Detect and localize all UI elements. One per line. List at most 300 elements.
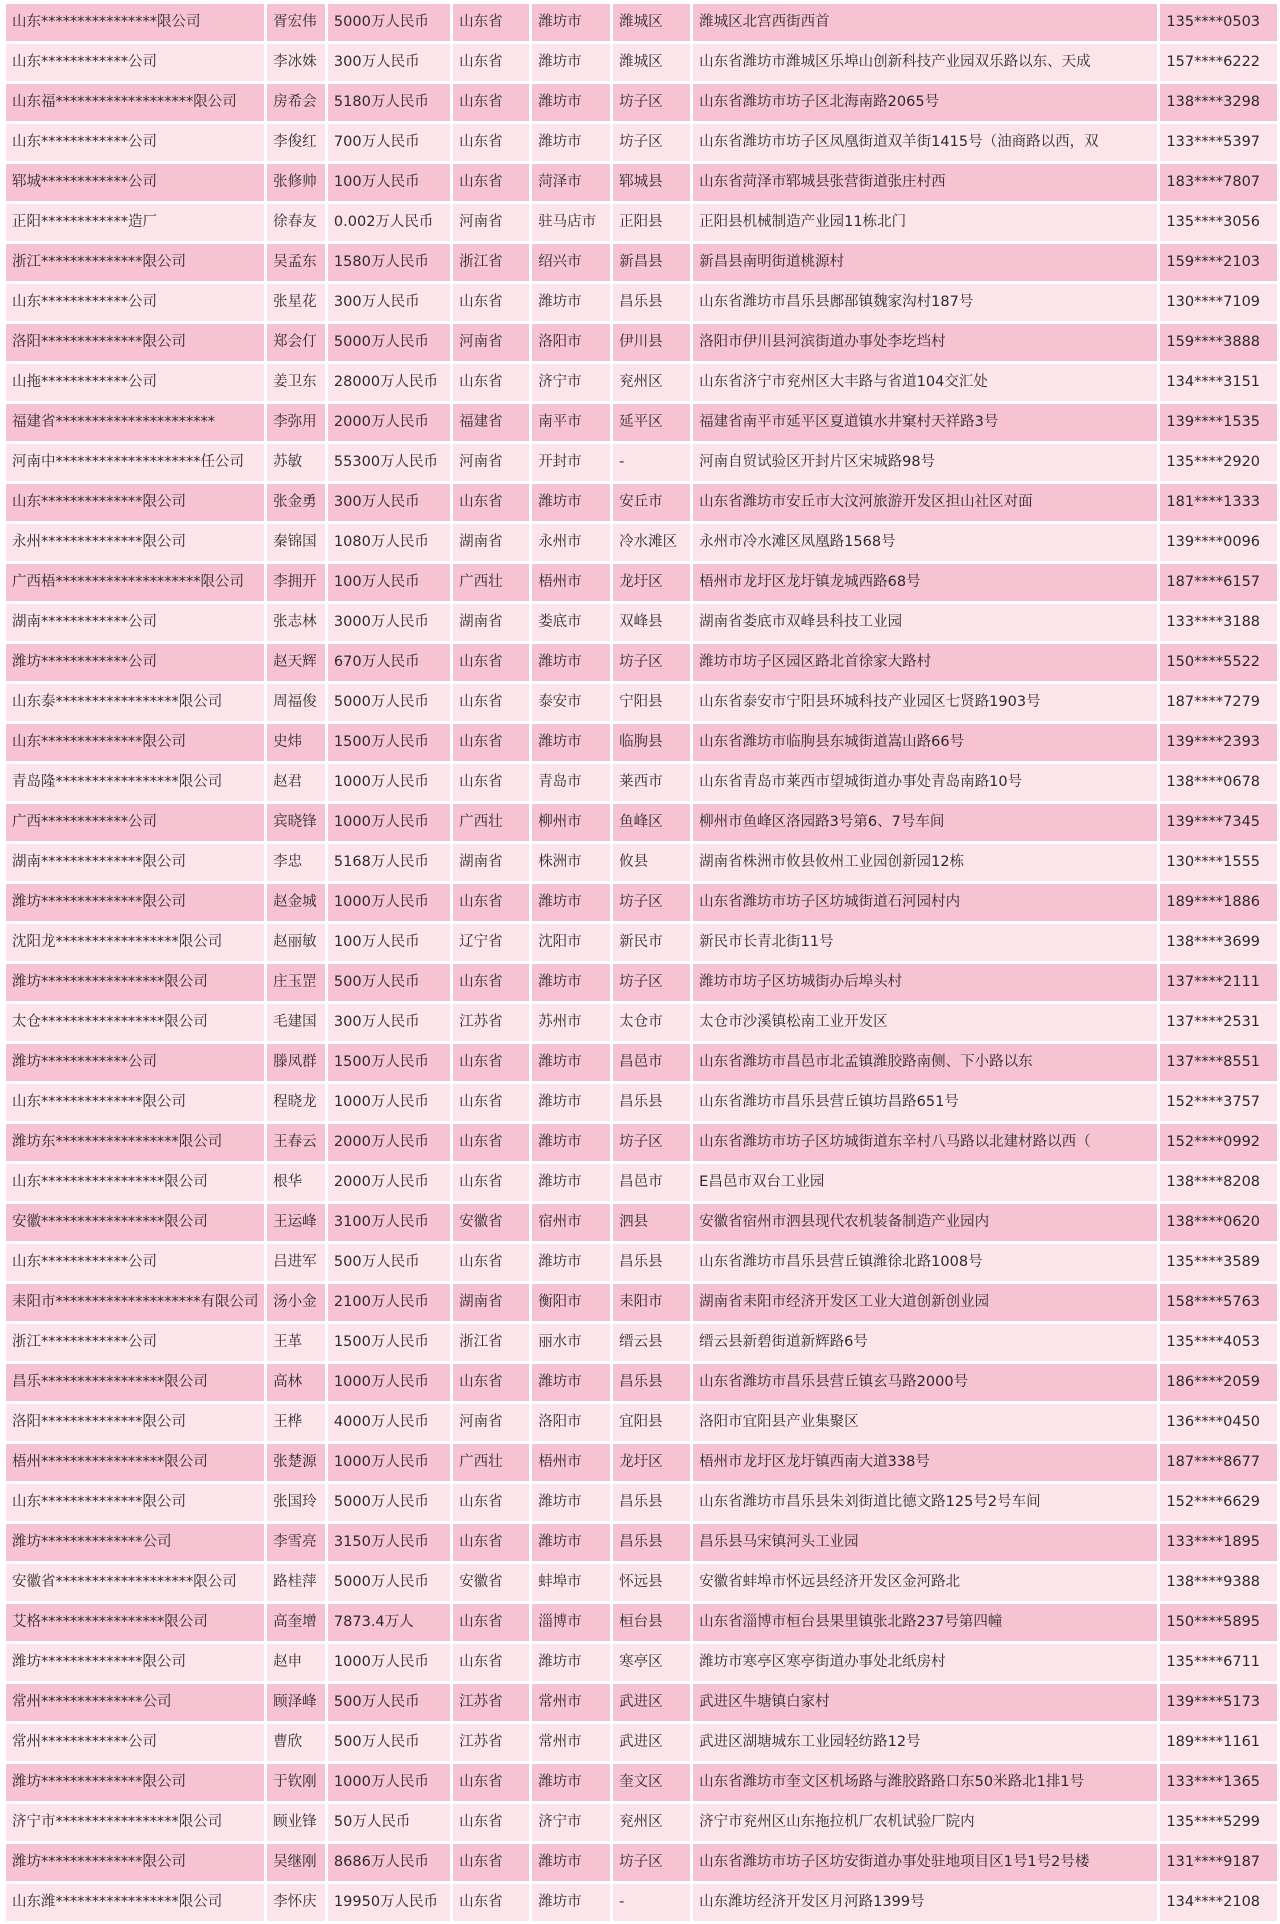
registered-capital-cell: 100万人民币 bbox=[328, 564, 450, 604]
registered-capital-cell: 500万人民币 bbox=[328, 1244, 450, 1284]
registered-capital-cell: 1000万人民币 bbox=[328, 1364, 450, 1404]
table-row bbox=[6, 324, 1277, 364]
city-cell: 洛阳市 bbox=[532, 324, 610, 364]
company-name-cell: 潍坊**************公司 bbox=[6, 1524, 264, 1564]
company-name-cell: 潍坊**************限公司 bbox=[6, 1644, 264, 1684]
city-cell: 菏泽市 bbox=[532, 164, 610, 204]
legal-person-cell: 高林 bbox=[267, 1364, 325, 1404]
phone-cell: 183****7807 bbox=[1160, 164, 1277, 204]
district-cell: 宜阳县 bbox=[613, 1404, 690, 1444]
table-row bbox=[6, 604, 1277, 644]
phone-cell: 187****6157 bbox=[1160, 564, 1277, 604]
registered-capital-cell: 1000万人民币 bbox=[328, 764, 450, 804]
legal-person-cell: 张修帅 bbox=[267, 164, 325, 204]
company-name-cell: 山东************公司 bbox=[6, 284, 264, 324]
table-row bbox=[6, 4, 1277, 44]
registered-capital-cell: 5000万人民币 bbox=[328, 1564, 450, 1604]
registered-capital-cell: 1000万人民币 bbox=[328, 1444, 450, 1484]
registered-capital-cell: 500万人民币 bbox=[328, 964, 450, 1004]
table-row bbox=[6, 644, 1277, 684]
address-cell: 潍坊市寒亭区寒亭街道办事处北纸房村 bbox=[693, 1644, 1157, 1684]
phone-cell: 159****3888 bbox=[1160, 324, 1277, 364]
phone-cell: 150****5522 bbox=[1160, 644, 1277, 684]
province-cell: 山东省 bbox=[453, 644, 529, 684]
address-cell: 福建省南平市延平区夏道镇水井窠村天祥路3号 bbox=[693, 404, 1157, 444]
address-cell: 缙云县新碧街道新辉路6号 bbox=[693, 1324, 1157, 1364]
table-row bbox=[6, 484, 1277, 524]
district-cell: 太仓市 bbox=[613, 1004, 690, 1044]
province-cell: 河南省 bbox=[453, 1404, 529, 1444]
city-cell: 潍坊市 bbox=[532, 1484, 610, 1524]
address-cell: 山东省潍坊市坊子区坊城街道石河园村内 bbox=[693, 884, 1157, 924]
district-cell: 昌乐县 bbox=[613, 1084, 690, 1124]
address-cell: 山东省潍坊市潍城区乐埠山创新科技产业园双乐路以东、天成 bbox=[693, 44, 1157, 84]
legal-person-cell: 胥宏伟 bbox=[267, 4, 325, 44]
city-cell: 潍坊市 bbox=[532, 1764, 610, 1804]
legal-person-cell: 姜卫东 bbox=[267, 364, 325, 404]
company-name-cell: 安徽*****************限公司 bbox=[6, 1204, 264, 1244]
district-cell: 坊子区 bbox=[613, 1844, 690, 1884]
registered-capital-cell: 3100万人民币 bbox=[328, 1204, 450, 1244]
address-cell: 柳州市鱼峰区洛园路3号第6、7号车间 bbox=[693, 804, 1157, 844]
city-cell: 潍坊市 bbox=[532, 884, 610, 924]
company-name-cell: 山东**************限公司 bbox=[6, 1484, 264, 1524]
district-cell: 宁阳县 bbox=[613, 684, 690, 724]
district-cell: 鱼峰区 bbox=[613, 804, 690, 844]
legal-person-cell: 汤小金 bbox=[267, 1284, 325, 1324]
phone-cell: 138****3699 bbox=[1160, 924, 1277, 964]
legal-person-cell: 李俊红 bbox=[267, 124, 325, 164]
legal-person-cell: 张国玲 bbox=[267, 1484, 325, 1524]
city-cell: 潍坊市 bbox=[532, 1164, 610, 1204]
legal-person-cell: 王桦 bbox=[267, 1404, 325, 1444]
address-cell: 湖南省耒阳市经济开发区工业大道创新创业园 bbox=[693, 1284, 1157, 1324]
province-cell: 湖南省 bbox=[453, 604, 529, 644]
legal-person-cell: 张志林 bbox=[267, 604, 325, 644]
district-cell: 坊子区 bbox=[613, 1124, 690, 1164]
district-cell: 昌乐县 bbox=[613, 1524, 690, 1564]
phone-cell: 157****6222 bbox=[1160, 44, 1277, 84]
legal-person-cell: 李弥用 bbox=[267, 404, 325, 444]
province-cell: 山东省 bbox=[453, 1644, 529, 1684]
phone-cell: 139****1535 bbox=[1160, 404, 1277, 444]
address-cell: 新昌县南明街道桃源村 bbox=[693, 244, 1157, 284]
company-name-cell: 山东**************限公司 bbox=[6, 484, 264, 524]
table-row bbox=[6, 1284, 1277, 1324]
province-cell: 山东省 bbox=[453, 84, 529, 124]
registered-capital-cell: 670万人民币 bbox=[328, 644, 450, 684]
legal-person-cell: 苏敏 bbox=[267, 444, 325, 484]
province-cell: 山东省 bbox=[453, 964, 529, 1004]
address-cell: 河南自贸试验区开封片区宋城路98号 bbox=[693, 444, 1157, 484]
phone-cell: 130****7109 bbox=[1160, 284, 1277, 324]
address-cell: 湖南省株洲市攸县攸州工业园创新园12栋 bbox=[693, 844, 1157, 884]
city-cell: 丽水市 bbox=[532, 1324, 610, 1364]
phone-cell: 139****7345 bbox=[1160, 804, 1277, 844]
phone-cell: 133****1895 bbox=[1160, 1524, 1277, 1564]
phone-cell: 139****0096 bbox=[1160, 524, 1277, 564]
registered-capital-cell: 500万人民币 bbox=[328, 1684, 450, 1724]
address-cell: 山东省潍坊市昌乐县营丘镇坊昌路651号 bbox=[693, 1084, 1157, 1124]
district-cell: 延平区 bbox=[613, 404, 690, 444]
province-cell: 广西壮 bbox=[453, 1444, 529, 1484]
city-cell: 潍坊市 bbox=[532, 644, 610, 684]
table-row bbox=[6, 1524, 1277, 1564]
registered-capital-cell: 100万人民币 bbox=[328, 164, 450, 204]
address-cell: 新民市长青北街11号 bbox=[693, 924, 1157, 964]
company-name-cell: 山东************公司 bbox=[6, 1244, 264, 1284]
phone-cell: 150****5895 bbox=[1160, 1604, 1277, 1644]
city-cell: 青岛市 bbox=[532, 764, 610, 804]
district-cell: 莱西市 bbox=[613, 764, 690, 804]
address-cell: 山东潍坊经济开发区月河路1399号 bbox=[693, 1884, 1157, 1924]
address-cell: 湖南省娄底市双峰县科技工业园 bbox=[693, 604, 1157, 644]
registered-capital-cell: 1500万人民币 bbox=[328, 1324, 450, 1364]
registered-capital-cell: 1080万人民币 bbox=[328, 524, 450, 564]
legal-person-cell: 吴继刚 bbox=[267, 1844, 325, 1884]
phone-cell: 152****3757 bbox=[1160, 1084, 1277, 1124]
city-cell: 潍坊市 bbox=[532, 964, 610, 1004]
company-name-cell: 昌乐*****************限公司 bbox=[6, 1364, 264, 1404]
city-cell: 济宁市 bbox=[532, 1804, 610, 1844]
company-name-cell: 山东潍*****************限公司 bbox=[6, 1884, 264, 1924]
address-cell: 山东省淄博市桓台县果里镇张北路237号第四幢 bbox=[693, 1604, 1157, 1644]
registered-capital-cell: 5000万人民币 bbox=[328, 4, 450, 44]
company-name-cell: 广西************公司 bbox=[6, 804, 264, 844]
registered-capital-cell: 7873.4万人 bbox=[328, 1604, 450, 1644]
company-name-cell: 湖南**************限公司 bbox=[6, 844, 264, 884]
company-name-cell: 永州**************限公司 bbox=[6, 524, 264, 564]
registered-capital-cell: 5000万人民币 bbox=[328, 684, 450, 724]
table-row bbox=[6, 1084, 1277, 1124]
address-cell: 山东省潍坊市昌乐县营丘镇玄马路2000号 bbox=[693, 1364, 1157, 1404]
city-cell: 潍坊市 bbox=[532, 1124, 610, 1164]
city-cell: 株洲市 bbox=[532, 844, 610, 884]
phone-cell: 189****1161 bbox=[1160, 1724, 1277, 1764]
province-cell: 山东省 bbox=[453, 1164, 529, 1204]
company-name-cell: 常州************公司 bbox=[6, 1724, 264, 1764]
legal-person-cell: 赵金城 bbox=[267, 884, 325, 924]
table-row bbox=[6, 1804, 1277, 1844]
city-cell: 潍坊市 bbox=[532, 1844, 610, 1884]
district-cell: 昌邑市 bbox=[613, 1164, 690, 1204]
table-row bbox=[6, 1444, 1277, 1484]
city-cell: 娄底市 bbox=[532, 604, 610, 644]
province-cell: 山东省 bbox=[453, 484, 529, 524]
district-cell: 怀远县 bbox=[613, 1564, 690, 1604]
city-cell: 苏州市 bbox=[532, 1004, 610, 1044]
phone-cell: 131****9187 bbox=[1160, 1844, 1277, 1884]
table-row bbox=[6, 1684, 1277, 1724]
phone-cell: 130****1555 bbox=[1160, 844, 1277, 884]
legal-person-cell: 王运峰 bbox=[267, 1204, 325, 1244]
district-cell: 郓城县 bbox=[613, 164, 690, 204]
district-cell: 攸县 bbox=[613, 844, 690, 884]
district-cell: 昌乐县 bbox=[613, 284, 690, 324]
district-cell: 泗县 bbox=[613, 1204, 690, 1244]
district-cell: 龙圩区 bbox=[613, 564, 690, 604]
table-row bbox=[6, 204, 1277, 244]
district-cell: 缙云县 bbox=[613, 1324, 690, 1364]
table-row bbox=[6, 1724, 1277, 1764]
city-cell: 潍坊市 bbox=[532, 1244, 610, 1284]
address-cell: 山东省潍坊市昌邑市北孟镇潍胶路南侧、下小路以东 bbox=[693, 1044, 1157, 1084]
company-table bbox=[3, 4, 1280, 1924]
phone-cell: 133****5397 bbox=[1160, 124, 1277, 164]
city-cell: 潍坊市 bbox=[532, 4, 610, 44]
table-row bbox=[6, 1004, 1277, 1044]
province-cell: 安徽省 bbox=[453, 1204, 529, 1244]
province-cell: 河南省 bbox=[453, 444, 529, 484]
address-cell: 山东省菏泽市郓城县张营街道张庄村西 bbox=[693, 164, 1157, 204]
company-name-cell: 洛阳**************限公司 bbox=[6, 1404, 264, 1444]
phone-cell: 134****2108 bbox=[1160, 1884, 1277, 1924]
city-cell: 潍坊市 bbox=[532, 1084, 610, 1124]
district-cell: 冷水滩区 bbox=[613, 524, 690, 564]
address-cell: 山东省青岛市莱西市望城街道办事处青岛南路10号 bbox=[693, 764, 1157, 804]
company-name-cell: 福建省********************** bbox=[6, 404, 264, 444]
company-name-cell: 湖南************公司 bbox=[6, 604, 264, 644]
address-cell: 安徽省蚌埠市怀远县经济开发区金河路北 bbox=[693, 1564, 1157, 1604]
table-row bbox=[6, 924, 1277, 964]
registered-capital-cell: 4000万人民币 bbox=[328, 1404, 450, 1444]
address-cell: 山东省潍坊市安丘市大汶河旅游开发区担山社区对面 bbox=[693, 484, 1157, 524]
company-table-body bbox=[6, 4, 1277, 1924]
phone-cell: 152****6629 bbox=[1160, 1484, 1277, 1524]
district-cell: 坊子区 bbox=[613, 644, 690, 684]
phone-cell: 139****2393 bbox=[1160, 724, 1277, 764]
company-name-cell: 潍坊************公司 bbox=[6, 644, 264, 684]
company-name-cell: 潍坊东*****************限公司 bbox=[6, 1124, 264, 1164]
table-row bbox=[6, 1764, 1277, 1804]
province-cell: 山东省 bbox=[453, 44, 529, 84]
province-cell: 山东省 bbox=[453, 1084, 529, 1124]
legal-person-cell: 李拥开 bbox=[267, 564, 325, 604]
legal-person-cell: 路桂萍 bbox=[267, 1564, 325, 1604]
company-name-cell: 耒阳市********************有限公司 bbox=[6, 1284, 264, 1324]
legal-person-cell: 赵丽敏 bbox=[267, 924, 325, 964]
registered-capital-cell: 700万人民币 bbox=[328, 124, 450, 164]
registered-capital-cell: 2000万人民币 bbox=[328, 404, 450, 444]
province-cell: 江苏省 bbox=[453, 1724, 529, 1764]
legal-person-cell: 周福俊 bbox=[267, 684, 325, 724]
registered-capital-cell: 300万人民币 bbox=[328, 484, 450, 524]
province-cell: 江苏省 bbox=[453, 1684, 529, 1724]
registered-capital-cell: 5000万人民币 bbox=[328, 324, 450, 364]
registered-capital-cell: 1500万人民币 bbox=[328, 724, 450, 764]
district-cell: 坊子区 bbox=[613, 964, 690, 1004]
registered-capital-cell: 50万人民币 bbox=[328, 1804, 450, 1844]
legal-person-cell: 张楚源 bbox=[267, 1444, 325, 1484]
phone-cell: 138****0678 bbox=[1160, 764, 1277, 804]
table-row bbox=[6, 1644, 1277, 1684]
legal-person-cell: 徐春友 bbox=[267, 204, 325, 244]
address-cell: 安徽省宿州市泗县现代农机装备制造产业园内 bbox=[693, 1204, 1157, 1244]
district-cell: 新民市 bbox=[613, 924, 690, 964]
company-name-cell: 济宁市*****************限公司 bbox=[6, 1804, 264, 1844]
company-name-cell: 山东************公司 bbox=[6, 44, 264, 84]
legal-person-cell: 顾业锋 bbox=[267, 1804, 325, 1844]
province-cell: 福建省 bbox=[453, 404, 529, 444]
district-cell: - bbox=[613, 1884, 690, 1924]
legal-person-cell: 王革 bbox=[267, 1324, 325, 1364]
registered-capital-cell: 55300万人民币 bbox=[328, 444, 450, 484]
table-row bbox=[6, 844, 1277, 884]
address-cell: 山东省潍坊市坊子区坊安街道办事处驻地项目区1号1号2号楼 bbox=[693, 1844, 1157, 1884]
table-row bbox=[6, 804, 1277, 844]
address-cell: 山东省泰安市宁阳县环城科技产业园区七贤路1903号 bbox=[693, 684, 1157, 724]
province-cell: 山东省 bbox=[453, 1244, 529, 1284]
district-cell: 昌邑市 bbox=[613, 1044, 690, 1084]
district-cell: 昌乐县 bbox=[613, 1364, 690, 1404]
table-row bbox=[6, 124, 1277, 164]
legal-person-cell: 根华 bbox=[267, 1164, 325, 1204]
company-name-cell: 郓城************公司 bbox=[6, 164, 264, 204]
legal-person-cell: 于钦刚 bbox=[267, 1764, 325, 1804]
phone-cell: 189****1886 bbox=[1160, 884, 1277, 924]
city-cell: 淄博市 bbox=[532, 1604, 610, 1644]
district-cell: 兖州区 bbox=[613, 364, 690, 404]
province-cell: 广西壮 bbox=[453, 564, 529, 604]
address-cell: 山东省潍坊市昌乐县营丘镇潍徐北路1008号 bbox=[693, 1244, 1157, 1284]
phone-cell: 137****2531 bbox=[1160, 1004, 1277, 1044]
company-name-cell: 潍坊**************限公司 bbox=[6, 1844, 264, 1884]
city-cell: 绍兴市 bbox=[532, 244, 610, 284]
legal-person-cell: 李雪亮 bbox=[267, 1524, 325, 1564]
city-cell: 潍坊市 bbox=[532, 284, 610, 324]
address-cell: 太仓市沙溪镇松南工业开发区 bbox=[693, 1004, 1157, 1044]
phone-cell: 135****5299 bbox=[1160, 1804, 1277, 1844]
district-cell: 安丘市 bbox=[613, 484, 690, 524]
phone-cell: 158****5763 bbox=[1160, 1284, 1277, 1324]
district-cell: 昌乐县 bbox=[613, 1244, 690, 1284]
phone-cell: 181****1333 bbox=[1160, 484, 1277, 524]
legal-person-cell: 吴孟东 bbox=[267, 244, 325, 284]
table-row bbox=[6, 284, 1277, 324]
address-cell: 山东省潍坊市坊子区凤凰街道双羊街1415号（油商路以西，双 bbox=[693, 124, 1157, 164]
table-row bbox=[6, 1164, 1277, 1204]
address-cell: 武进区牛塘镇白家村 bbox=[693, 1684, 1157, 1724]
city-cell: 柳州市 bbox=[532, 804, 610, 844]
city-cell: 潍坊市 bbox=[532, 1044, 610, 1084]
district-cell: 坊子区 bbox=[613, 124, 690, 164]
district-cell: 兖州区 bbox=[613, 1804, 690, 1844]
address-cell: 梧州市龙圩区龙圩镇西南大道338号 bbox=[693, 1444, 1157, 1484]
province-cell: 山东省 bbox=[453, 1884, 529, 1924]
company-name-cell: 河南中********************任公司 bbox=[6, 444, 264, 484]
city-cell: 蚌埠市 bbox=[532, 1564, 610, 1604]
company-name-cell: 潍坊*****************限公司 bbox=[6, 964, 264, 1004]
phone-cell: 139****5173 bbox=[1160, 1684, 1277, 1724]
phone-cell: 187****7279 bbox=[1160, 684, 1277, 724]
phone-cell: 138****3298 bbox=[1160, 84, 1277, 124]
company-name-cell: 潍坊**************限公司 bbox=[6, 884, 264, 924]
phone-cell: 135****3056 bbox=[1160, 204, 1277, 244]
district-cell: 双峰县 bbox=[613, 604, 690, 644]
table-row bbox=[6, 1124, 1277, 1164]
province-cell: 山东省 bbox=[453, 884, 529, 924]
legal-person-cell: 李忠 bbox=[267, 844, 325, 884]
table-row bbox=[6, 684, 1277, 724]
district-cell: 龙圩区 bbox=[613, 1444, 690, 1484]
city-cell: 潍坊市 bbox=[532, 1364, 610, 1404]
company-name-cell: 沈阳龙*****************限公司 bbox=[6, 924, 264, 964]
company-name-cell: 青岛隆*****************限公司 bbox=[6, 764, 264, 804]
city-cell: 泰安市 bbox=[532, 684, 610, 724]
province-cell: 河南省 bbox=[453, 324, 529, 364]
city-cell: 驻马店市 bbox=[532, 204, 610, 244]
district-cell: 坊子区 bbox=[613, 884, 690, 924]
province-cell: 浙江省 bbox=[453, 244, 529, 284]
province-cell: 山东省 bbox=[453, 1044, 529, 1084]
address-cell: 潍城区北宫西街西首 bbox=[693, 4, 1157, 44]
province-cell: 湖南省 bbox=[453, 1284, 529, 1324]
registered-capital-cell: 1000万人民币 bbox=[328, 804, 450, 844]
legal-person-cell: 毛建国 bbox=[267, 1004, 325, 1044]
address-cell: 山东省潍坊市奎文区机场路与潍胶路路口东50米路北1排1号 bbox=[693, 1764, 1157, 1804]
province-cell: 山东省 bbox=[453, 1804, 529, 1844]
district-cell: 昌乐县 bbox=[613, 1484, 690, 1524]
company-name-cell: 潍坊************公司 bbox=[6, 1044, 264, 1084]
city-cell: 开封市 bbox=[532, 444, 610, 484]
phone-cell: 135****4053 bbox=[1160, 1324, 1277, 1364]
registered-capital-cell: 300万人民币 bbox=[328, 284, 450, 324]
table-row bbox=[6, 164, 1277, 204]
registered-capital-cell: 1000万人民币 bbox=[328, 1764, 450, 1804]
legal-person-cell: 史炜 bbox=[267, 724, 325, 764]
registered-capital-cell: 300万人民币 bbox=[328, 44, 450, 84]
registered-capital-cell: 1580万人民币 bbox=[328, 244, 450, 284]
province-cell: 山东省 bbox=[453, 1844, 529, 1884]
province-cell: 辽宁省 bbox=[453, 924, 529, 964]
address-cell: 洛阳市伊川县河滨街道办事处李圪垱村 bbox=[693, 324, 1157, 364]
address-cell: 武进区湖塘城东工业园轻纺路12号 bbox=[693, 1724, 1157, 1764]
city-cell: 潍坊市 bbox=[532, 484, 610, 524]
phone-cell: 187****8677 bbox=[1160, 1444, 1277, 1484]
table-row bbox=[6, 1404, 1277, 1444]
province-cell: 山东省 bbox=[453, 724, 529, 764]
city-cell: 潍坊市 bbox=[532, 724, 610, 764]
table-row bbox=[6, 1324, 1277, 1364]
phone-cell: 152****0992 bbox=[1160, 1124, 1277, 1164]
district-cell: 桓台县 bbox=[613, 1604, 690, 1644]
registered-capital-cell: 8686万人民币 bbox=[328, 1844, 450, 1884]
table-row bbox=[6, 1884, 1277, 1924]
address-cell: 山东省潍坊市昌乐县鄌郚镇魏家沟村187号 bbox=[693, 284, 1157, 324]
legal-person-cell: 顾泽峰 bbox=[267, 1684, 325, 1724]
province-cell: 山东省 bbox=[453, 4, 529, 44]
company-name-cell: 安徽省*******************限公司 bbox=[6, 1564, 264, 1604]
registered-capital-cell: 300万人民币 bbox=[328, 1004, 450, 1044]
address-cell: 济宁市兖州区山东拖拉机厂农机试验厂院内 bbox=[693, 1804, 1157, 1844]
table-row bbox=[6, 964, 1277, 1004]
city-cell: 常州市 bbox=[532, 1724, 610, 1764]
province-cell: 山东省 bbox=[453, 1364, 529, 1404]
registered-capital-cell: 5168万人民币 bbox=[328, 844, 450, 884]
table-row bbox=[6, 884, 1277, 924]
registered-capital-cell: 2100万人民币 bbox=[328, 1284, 450, 1324]
phone-cell: 133****3188 bbox=[1160, 604, 1277, 644]
city-cell: 潍坊市 bbox=[532, 1644, 610, 1684]
address-cell: E昌邑市双台工业园 bbox=[693, 1164, 1157, 1204]
table-row bbox=[6, 84, 1277, 124]
address-cell: 梧州市龙圩区龙圩镇龙城西路68号 bbox=[693, 564, 1157, 604]
district-cell: 伊川县 bbox=[613, 324, 690, 364]
registered-capital-cell: 28000万人民币 bbox=[328, 364, 450, 404]
legal-person-cell: 滕凤群 bbox=[267, 1044, 325, 1084]
district-cell: 武进区 bbox=[613, 1724, 690, 1764]
district-cell: 坊子区 bbox=[613, 84, 690, 124]
